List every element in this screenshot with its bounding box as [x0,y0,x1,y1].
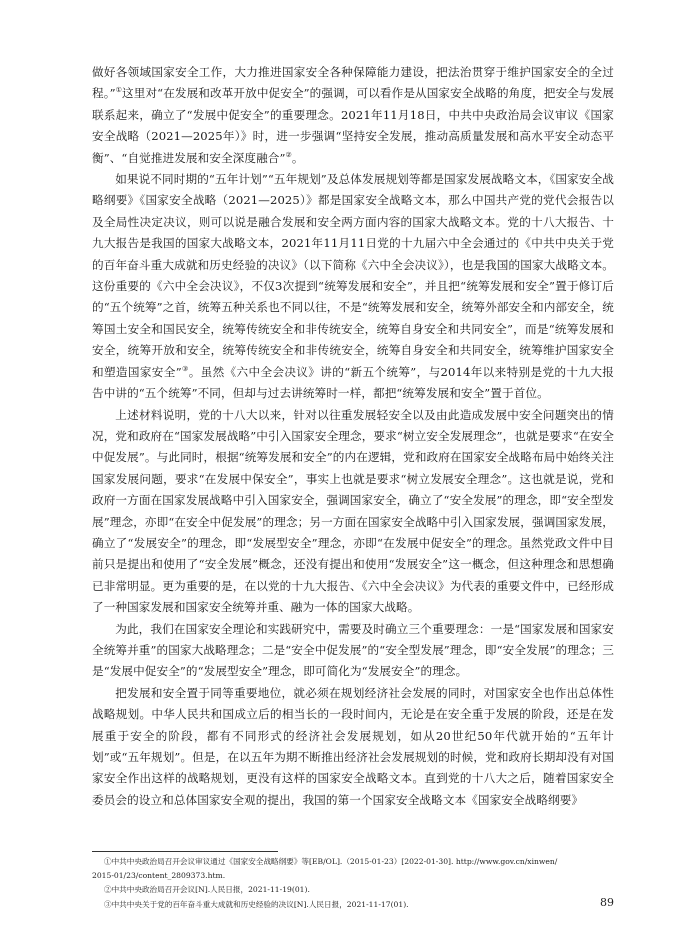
footnote-2: ②中共中央政治局召开会议[N].人民日报，2021-11-19(01). [104,885,310,895]
footnote-divider [92,851,278,852]
page-body [92,62,614,811]
paragraph-2-text-a: 如果说不同时期的“五年计划”“五年规划”及总体发展规划等都是国家发展战略文本，《国家安全战略纲要》《国家安全战略（2021—2025）》都是国家安全战略文本，那么中国共产党的党代会报告以及全局性决定决议，则可以说是融合发展和安全两方面内容的国家大战略文本。党的十八大报告、十九大报告是我国的国家大战略文本，2021年11月11日党的十九届六中全会通过的《中共中央关于党的百年奋斗重大成就和历史经验的决议》（以下简称《六中全会决议》），也是我国的国家大战略文本。这份重要的《六中全会决议》，不仅3次提到“统筹发展和安全”，并且把“统筹发展和安全”置于修订后的“五个统筹”之首，统筹五种关系也不同以往，不是“统筹发展和安全，统筹外部安全和内部安全，统筹国土安全和国民安全，统筹传统安全和非传统安全，统筹自身安全和共同安全”，而是“统筹发展和安全，统筹开放和安全，统筹传统安全和非传统安全，统筹自身安全和共同安全，统筹维护国家安全和塑造国家安全” [92,172,614,379]
footnotes [92,855,614,912]
paragraph-1-text-b: 这里对“在发展和改革开放中促安全”的强调，可以看作是从国家安全战略的角度，把安全与发展联系起来，确立了“发展中促安全”的重要理念。2021年11月18日，中共中央政治局会议审议《国家安全战略（2021—2025年）》时，进一步强调“坚持安全发展，推动高质量发展和高水平安全动态平衡”、“自觉推进发展和安全深度融合” [92,86,614,165]
footnote-3: ③中共中央关于党的百年奋斗重大成就和历史经验的决议[N].人民日报，2021-11-17(01). [104,899,409,909]
paragraph-2 [92,169,614,404]
paragraph-4: 为此，我们在国家安全理论和实践研究中，需要及时确立三个重要理念：一是“国家发展和国家安全统筹并重”的国家大战略理念；二是“安全中促发展”的“安全型发展”理念，即“安全发展”的理念；三是“发展中促安全”的“发展型安全”理念，即可简化为“发展安全”的理念。 [92,621,614,679]
paragraph-1-text-a: 做好各领域国家安全工作，大力推进国家安全各种保障能力建设，把法治贯穿于维护国家安全的全过程。” [92,65,614,101]
footnote-ref-3[interactable]: ③ [181,364,189,373]
page-number: 89 [600,896,614,909]
paragraph-1-text-c: 。 [291,150,304,165]
paragraph-3: 上述材料说明，党的十八大以来，针对以往重发展轻安全以及由此造成发展中安全问题突出的情况，党和政府在“国家发展战略”中引入国家安全理念，要求“树立安全发展理念”，也就是要求“在安全中促发展”。与此同时，根据“统筹发展和安全”的内在逻辑，党和政府在国家安全战略布局中始终关注国家发展问题，要求“在发展中保安全”，事实上也就是要求“树立发展安全理念”。这也就是说，党和政府一方面在国家发展战略中引入国家安全，强调国家安全，确立了“安全发展”的理念，即“安全型发展”理念，亦即“在安全中促发展”的理念；另一方面在国家安全战略中引入国家发展，强调国家发展，确立了“发展安全”的理念，即“发展型安全”理念，亦即“在发展中促安全”的理念。虽然党政文件中目前只是提出和使用了“安全发展”概念，还没有提出和使用“发展安全”这一概念，但这种理念和思想确已非常明显。更为重要的是，在以党的十九大报告、《六中全会决议》为代表的重要文件中，已经形成了一种国家发展和国家安全统筹并重、融为一体的国家大战略。 [92,407,614,615]
paragraph-2-text-b: 。虽然《六中全会决议》讲的“新五个统筹”，与2014年以来特别是党的十九大报告中讲的“五个统筹”不同，但却与过去讲统筹时一样，都把“统筹发展和安全”置于首位。 [92,364,614,401]
paragraph-5: 把发展和安全置于同等重要地位，就必须在规划经济社会发展的同时，对国家安全也作出总体性战略规划。中华人民共和国成立后的相当长的一段时间内，无论是在安全重于发展的阶段，还是在发展重于安全的阶段，都有不同形式的经济社会发展规划，如从20世纪50年代就开始的“五年计划”或“五年规划”。但是，在以五年为期不断推出经济社会发展规划的时候，党和政府长期却没有对国家安全作出这样的战略规划，更没有这样的国家安全战略文本。直到党的十八大之后，随着国家安全委员会的设立和总体国家安全观的提出，我国的第一个国家安全战略文本《国家安全战略纲要》 [92,685,614,807]
footnote-ref-2[interactable]: ② [285,150,292,159]
footnote-1: ①中共中央政治局召开会议审议通过《国家安全战略纲要》等[EB/OL].（2015-01-23）[2022-01-30]. http://www.gov.cn/xinwen/ [104,857,558,866]
footnote-ref-1[interactable]: ① [115,86,123,95]
paragraph-1 [92,62,614,169]
footnote-1-continuation: 2015-01/23/content_2809373.htm. [92,871,226,881]
